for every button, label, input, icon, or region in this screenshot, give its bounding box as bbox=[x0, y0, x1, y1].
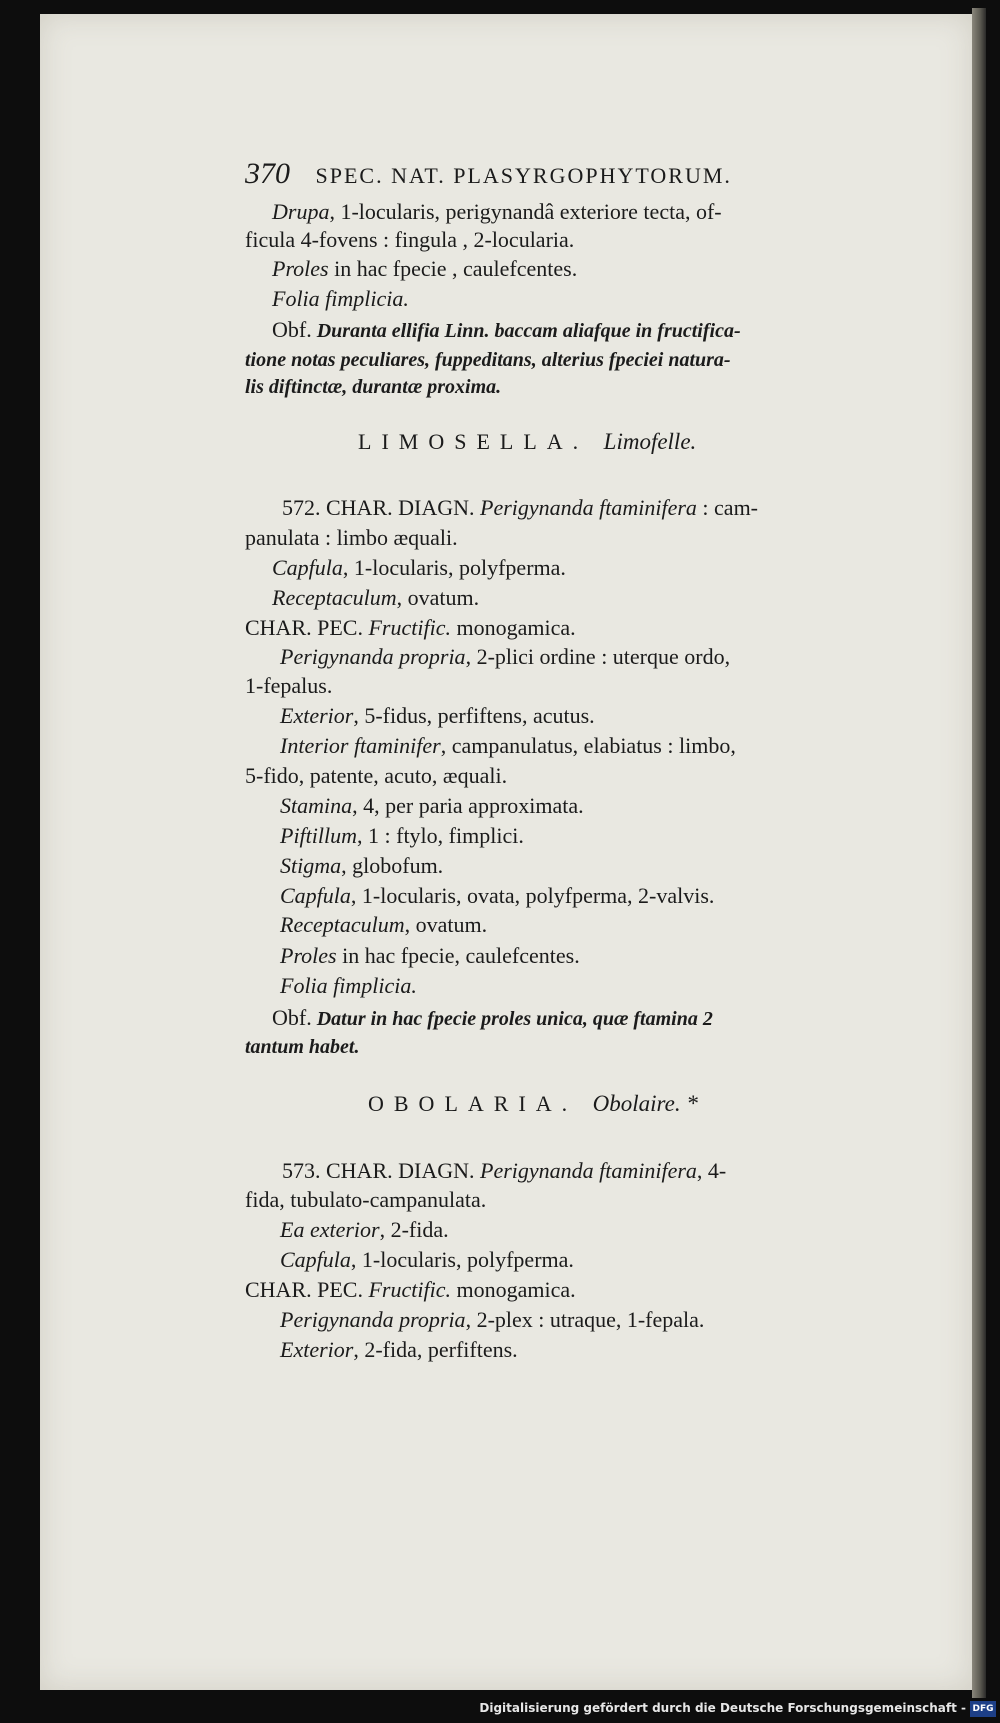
text-line: Folia fimplicia. bbox=[272, 286, 409, 311]
text-line: fida, tubulato-campanulata. bbox=[245, 1187, 487, 1212]
section-heading-obolaria: OBOLARIA. Obolaire. * bbox=[368, 1091, 698, 1116]
text-line: Drupa, 1-locularis, perigynandâ exteriore tecta, of- bbox=[272, 199, 722, 224]
text-line: CHAR. PEC. Fructific. monogamica. bbox=[245, 1277, 576, 1302]
running-title: SPEC. NAT. PLASYRGOPHYTORUM. bbox=[315, 163, 732, 188]
text-line: Proles in hac fpecie , caulefcentes. bbox=[272, 256, 578, 281]
text-line: panulata : limbo æquali. bbox=[245, 525, 458, 550]
text-line: Receptaculum, ovatum. bbox=[280, 912, 488, 937]
funding-notice: Digitalisierung gefördert durch die Deutsche Forschungsgemeinschaft - bbox=[479, 1701, 966, 1715]
text-line: Exterior, 5-fidus, perfiftens, acutus. bbox=[280, 703, 595, 728]
text-line: 1-fepalus. bbox=[245, 673, 333, 698]
text-line: 572. CHAR. DIAGN. Perigynanda ftaminifera : cam- bbox=[282, 495, 759, 520]
text-line: Perigynanda propria, 2-plici ordine : uterque ordo, bbox=[280, 644, 731, 669]
text-line: Stamina, 4, per paria approximata. bbox=[280, 793, 584, 818]
footer-bar bbox=[0, 1698, 1000, 1723]
text-line: Perigynanda propria, 2-plex : utraque, 1-fepala. bbox=[280, 1307, 705, 1332]
dfg-logo: DFG bbox=[970, 1701, 996, 1717]
page-edge bbox=[972, 8, 986, 1698]
text-line: Interior ftaminifer, campanulatus, elabiatus : limbo, bbox=[280, 733, 736, 758]
text-line: ficula 4-fovens : fingula , 2-locularia. bbox=[245, 227, 575, 252]
text-line: Capfula, 1-locularis, polyfperma. bbox=[280, 1247, 574, 1272]
text-line: Stigma, globofum. bbox=[280, 853, 444, 878]
text-line: Obf. Datur in hac fpecie proles unica, quæ ftamina 2 bbox=[272, 1005, 713, 1030]
text-line: Obf. Duranta ellifia Linn. baccam aliafque in fructifica- bbox=[272, 317, 741, 342]
text-line: Piftillum, 1 : ftylo, fimplici. bbox=[280, 823, 524, 848]
text-line: Proles in hac fpecie, caulefcentes. bbox=[280, 943, 580, 968]
text-line: Folia fimplicia. bbox=[280, 973, 417, 998]
text-line: Exterior, 2-fida, perfiftens. bbox=[280, 1337, 518, 1362]
text-line: CHAR. PEC. Fructific. monogamica. bbox=[245, 615, 576, 640]
text-line: tione notas peculiares, fuppeditans, alterius fpeciei natura- bbox=[245, 349, 731, 371]
section-heading-limosella: LIMOSELLA. Limofelle. bbox=[358, 429, 697, 454]
text-line: Ea exterior, 2-fida. bbox=[280, 1217, 449, 1242]
running-header bbox=[245, 157, 732, 190]
text-line: Capfula, 1-locularis, ovata, polyfperma, 2-valvis. bbox=[280, 883, 715, 908]
text-line: tantum habet. bbox=[245, 1036, 360, 1058]
text-line: lis diftinctæ, durantæ proxima. bbox=[245, 376, 502, 398]
text-line: 5-fido, patente, acuto, æquali. bbox=[245, 763, 508, 788]
text-line: Capfula, 1-locularis, polyfperma. bbox=[272, 555, 566, 580]
text-line: Receptaculum, ovatum. bbox=[272, 585, 480, 610]
text-line: 573. CHAR. DIAGN. Perigynanda ftaminifera, 4- bbox=[282, 1158, 727, 1183]
page-number: 370 bbox=[245, 157, 290, 190]
